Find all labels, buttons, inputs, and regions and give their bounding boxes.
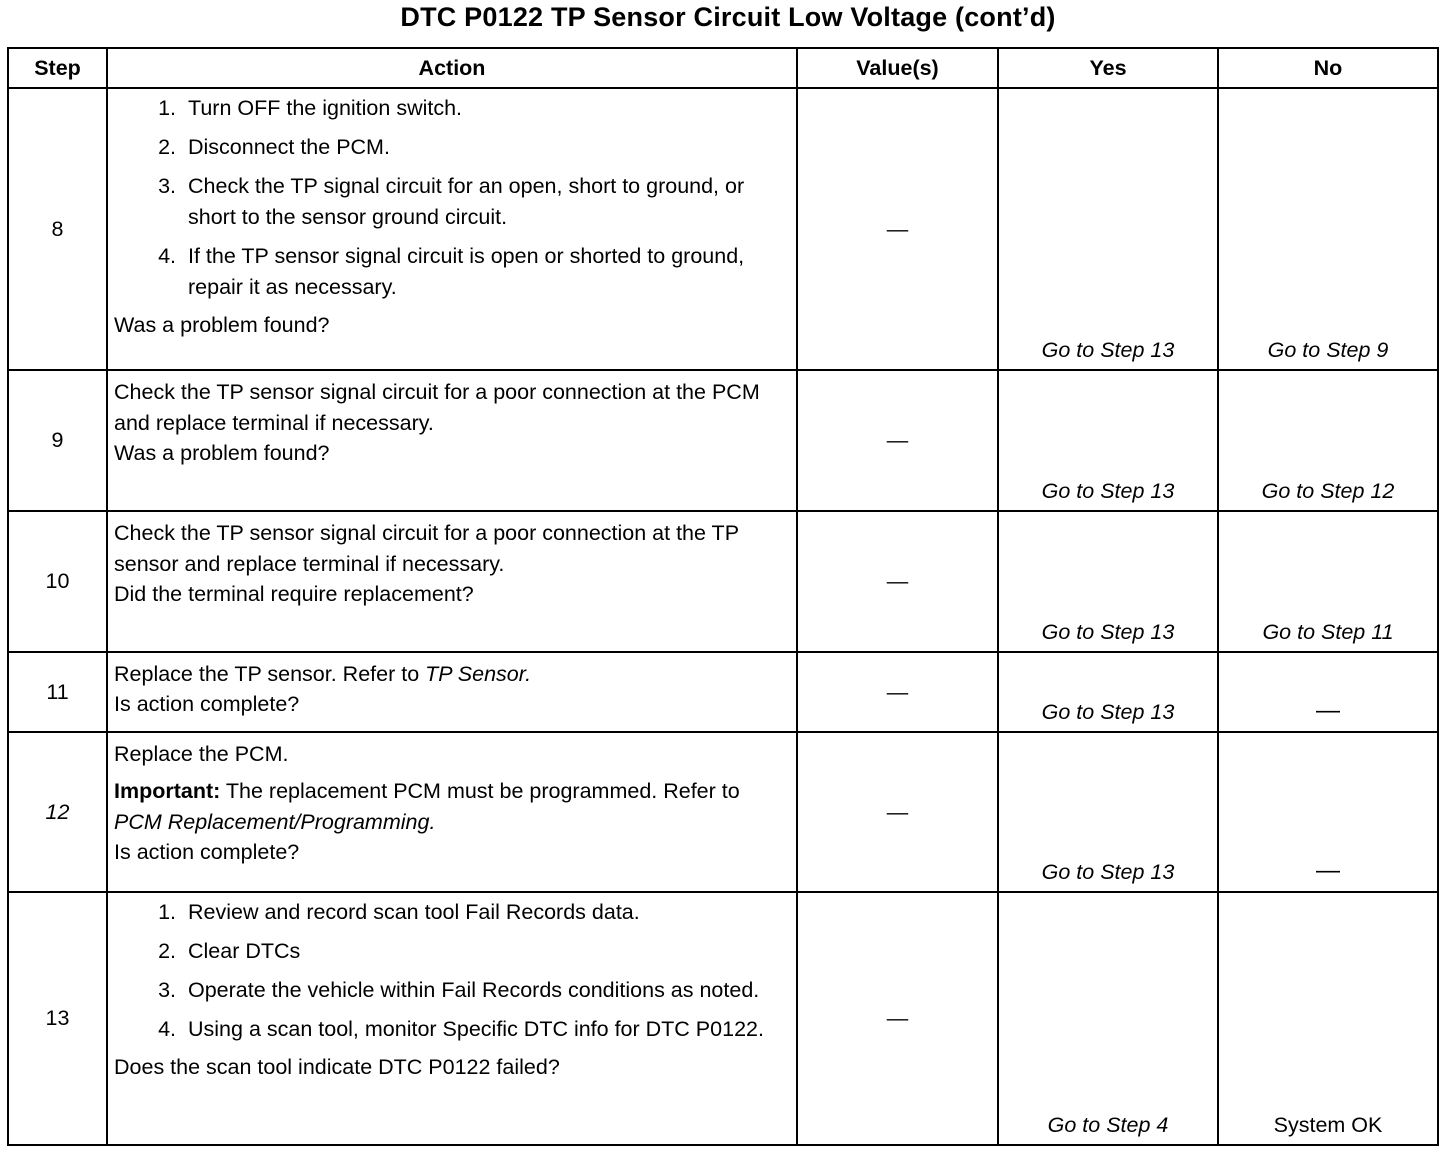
yes-cell: Go to Step 13 xyxy=(998,732,1218,892)
action-question: Did the terminal require replacement? xyxy=(114,582,474,606)
no-cell: Go to Step 9 xyxy=(1218,88,1438,370)
step-number: 12 xyxy=(8,732,107,892)
no-cell: Go to Step 11 xyxy=(1218,511,1438,652)
list-item: 4. If the TP sensor signal circuit is open or shorted to ground, repair it as necessary. xyxy=(158,244,745,299)
step-number: 10 xyxy=(8,511,107,652)
table-row xyxy=(8,892,1438,1145)
step-number: 11 xyxy=(8,652,107,732)
reference-link[interactable]: TP Sensor. xyxy=(425,662,532,686)
action-text: Replace the PCM. xyxy=(114,742,289,766)
value-cell: — xyxy=(797,892,998,1145)
table-row xyxy=(8,370,1438,511)
action-cell xyxy=(107,370,797,511)
action-text: Replace the TP sensor. Refer to TP Sensor. xyxy=(114,662,532,686)
list-item: 1. Review and record scan tool Fail Records data. xyxy=(158,900,640,924)
action-question: Is action complete? xyxy=(114,840,300,864)
page-title: DTC P0122 TP Sensor Circuit Low Voltage (cont’d) xyxy=(400,2,1056,32)
value-cell: — xyxy=(797,732,998,892)
table-row xyxy=(8,88,1438,370)
step-number: 8 xyxy=(8,88,107,370)
action-question: Was a problem found? xyxy=(114,441,330,465)
action-cell xyxy=(107,511,797,652)
no-cell: System OK xyxy=(1218,892,1438,1145)
header-values: Value(s) xyxy=(797,48,998,88)
important-note: Important: The replacement PCM must be programmed. Refer to PCM Replacement/Programming. xyxy=(114,779,740,834)
action-question: Does the scan tool indicate DTC P0122 failed? xyxy=(114,1055,560,1079)
yes-cell: Go to Step 13 xyxy=(998,511,1218,652)
header-row xyxy=(8,48,1438,88)
value-cell: — xyxy=(797,511,998,652)
action-question: Is action complete? xyxy=(114,692,300,716)
value-cell: — xyxy=(797,370,998,511)
value-cell: — xyxy=(797,88,998,370)
action-text: Check the TP sensor signal circuit for a poor connection at the TP sensor and replace terminal if necessary. xyxy=(114,521,739,576)
list-item: 4. Using a scan tool, monitor Specific DTC info for DTC P0122. xyxy=(158,1017,764,1041)
action-question: Was a problem found? xyxy=(114,313,330,337)
table-row xyxy=(8,732,1438,892)
header-no: No xyxy=(1218,48,1438,88)
no-cell: — xyxy=(1218,732,1438,892)
header-step: Step xyxy=(8,48,107,88)
table-row xyxy=(8,652,1438,732)
action-cell xyxy=(107,732,797,892)
list-item: 1. Turn OFF the ignition switch. xyxy=(158,96,463,120)
list-item: 2. Disconnect the PCM. xyxy=(158,135,390,159)
important-label: Important: xyxy=(114,779,221,803)
no-cell: Go to Step 12 xyxy=(1218,370,1438,511)
yes-cell: Go to Step 13 xyxy=(998,652,1218,732)
action-text: Check the TP sensor signal circuit for a poor connection at the PCM and replace terminal if necessary. xyxy=(114,380,760,435)
action-list xyxy=(108,89,796,311)
yes-cell: Go to Step 13 xyxy=(998,370,1218,511)
value-cell: — xyxy=(797,652,998,732)
action-list xyxy=(108,893,796,1053)
reference-link[interactable]: PCM Replacement/Programming. xyxy=(114,810,436,834)
table-row xyxy=(8,511,1438,652)
action-cell xyxy=(107,892,797,1145)
list-item: 3. Check the TP signal circuit for an open, short to ground, or short to the sensor ground circuit. xyxy=(158,174,745,229)
action-cell xyxy=(107,652,797,732)
action-cell xyxy=(107,88,797,370)
yes-cell: Go to Step 13 xyxy=(998,88,1218,370)
list-item: 2. Clear DTCs xyxy=(158,939,301,963)
header-yes: Yes xyxy=(998,48,1218,88)
diagnostic-table xyxy=(7,47,1439,1146)
step-number: 13 xyxy=(8,892,107,1145)
yes-cell: Go to Step 4 xyxy=(998,892,1218,1145)
list-item: 3. Operate the vehicle within Fail Records conditions as noted. xyxy=(158,978,760,1002)
no-cell: — xyxy=(1218,652,1438,732)
header-action: Action xyxy=(107,48,797,88)
step-number: 9 xyxy=(8,370,107,511)
